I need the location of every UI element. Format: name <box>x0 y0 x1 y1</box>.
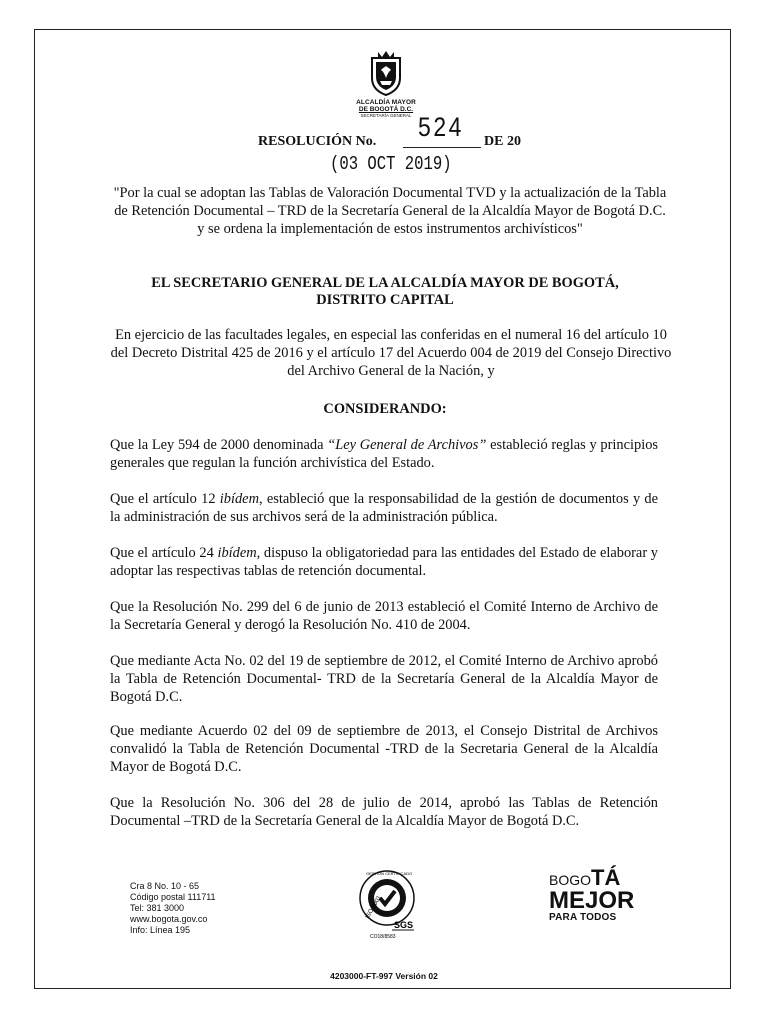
paragraph-2-text-a: Que el artículo 12 <box>110 491 220 507</box>
paragraph-1-text-b: estableció reglas y principios generales que regulan la función archivística del Estado. <box>110 437 658 471</box>
cert-ring-text: GESTIÓN CERTIFICADO <box>366 871 413 876</box>
authority-heading-line1: EL SECRETARIO GENERAL DE LA ALCALDÍA MAYOR DE BOGOTÁ, <box>151 275 619 291</box>
paragraph-3-text-b: , dispuso la obligatoriedad para las entidades del Estado de elaborar y adoptar las respectivas tablas de retención documental. <box>110 545 658 579</box>
footer-tel: Tel: 381 3000 <box>130 903 185 913</box>
authority-heading-line2: DISTRITO CAPITAL <box>316 292 454 308</box>
paragraph-5: Que mediante Acta No. 02 del 19 de septiembre de 2012, el Comité Interno de Archivo aprobó la Tabla de Retención Documental- TRD de la Secretaría General de la Alcaldía Mayor de Bogotá D.C. <box>110 653 658 705</box>
resolucion-underline <box>403 147 481 148</box>
paragraph-3-italic: ibídem <box>217 545 257 561</box>
footer-web: www.bogota.gov.co <box>130 914 208 924</box>
resolucion-number: 524 <box>418 112 464 142</box>
date-stamp: (03 OCT 2019) <box>330 153 452 175</box>
footer-postal: Código postal 111711 <box>130 892 216 902</box>
bogota-big-text: TÁ <box>591 865 621 890</box>
bogota-coat-of-arms-icon <box>368 48 404 98</box>
paragraph-1-italic: “Ley General de Archivos” <box>327 437 487 453</box>
paragraph-7: Que la Resolución No. 306 del 28 de julio de 2014, aprobó las Tablas de Retención Documental –TRD de la Secretaría General de la Alcaldía Mayor de Bogotá D.C. <box>110 795 658 829</box>
cert-iso-text: ISO 9001 <box>364 895 383 920</box>
paragraph-6: Que mediante Acuerdo 02 del 09 de septiembre de 2013, el Consejo Distrital de Archivos convalidó la Tabla de Retención Documental -TRD de la Secretaria General de la Alcaldía Mayor de Bogotá D.C. <box>110 723 658 775</box>
alcaldia-label-line3: SECRETARÍA GENERAL <box>360 113 412 118</box>
bogota-mejor-para-todos-logo <box>549 865 644 923</box>
bogota-para-todos-text: PARA TODOS <box>549 912 617 923</box>
paragraph-2-text-b: , estableció que la responsabilidad de la gestión de documentos y de la administración de sus archivos será de la administración pública. <box>110 491 659 525</box>
paragraph-1 <box>110 436 658 472</box>
footer-address: Cra 8 No. 10 - 65 <box>130 881 200 891</box>
paragraph-1-text-a: Que la Ley 594 de 2000 denominada <box>110 437 328 453</box>
paragraph-2 <box>110 490 658 526</box>
cert-sgs-text: SGS <box>394 920 414 930</box>
resolucion-label: RESOLUCIÓN No. <box>258 134 377 149</box>
bogota-small-text: BOGO <box>549 872 592 888</box>
cert-code-text: CO18/8583 <box>370 934 396 940</box>
paragraph-4: Que la Resolución No. 299 del 6 de junio de 2013 estableció el Comité Interno de Archivo de la Secretaría General y derogó la Resolución No. 410 de 2004. <box>110 599 658 633</box>
considerando-heading: CONSIDERANDO: <box>323 401 447 417</box>
footer-address-block <box>130 881 216 936</box>
paragraph-3-text-a: Que el artículo 24 <box>110 545 218 561</box>
bogota-mejor-text: MEJOR <box>549 887 635 914</box>
iso-certification-seal-icon <box>356 868 418 940</box>
ejercicio-paragraph: En ejercicio de las facultades legales, en especial las conferidas en el numeral 16 del artículo 10 del Decreto Distrital 425 de 2016 y el artículo 17 del Acuerdo 004 de 2019 del Consejo Directivo del Archivo General de la Nación, y <box>110 327 672 379</box>
alcaldia-label-line1: ALCALDÍA MAYOR <box>356 99 416 106</box>
footer-info: Info: Línea 195 <box>130 925 191 935</box>
resolution-title: "Por la cual se adoptan las Tablas de Valoración Documental TVD y la actualización de la Tabla de Retención Documental – TRD de la Secretaría General de la Alcaldía Mayor de Bogotá D.C. y se ordena la implementación de estos instrumentos archivísticos" <box>113 185 667 237</box>
resolucion-de: DE 20 <box>484 134 521 149</box>
paragraph-3 <box>110 544 658 580</box>
form-code: 4203000-FT-997 Versión 02 <box>330 971 438 981</box>
alcaldia-label-line2: DE BOGOTÁ D.C. <box>358 106 414 113</box>
paragraph-2-italic: ibídem <box>219 491 259 507</box>
